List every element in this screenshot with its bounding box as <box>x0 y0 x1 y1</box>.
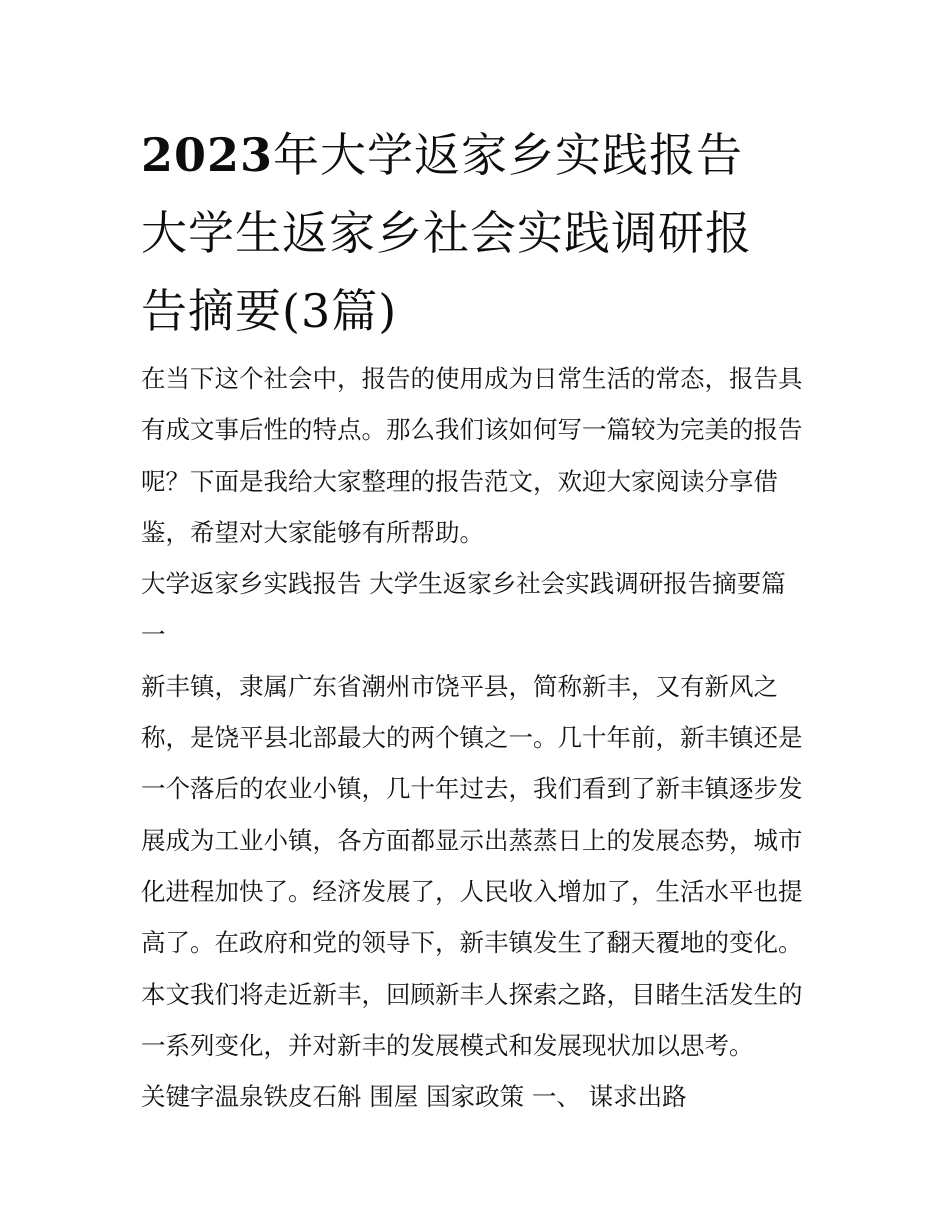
paragraph-line: 新丰镇，隶属广东省潮州市饶平县，简称新丰，又有新风之 <box>141 671 778 701</box>
section-heading-line: 一 <box>141 620 166 650</box>
intro-line: 鉴，希望对大家能够有所帮助。 <box>141 517 484 547</box>
title-line-1-text: 年大学返家乡实践报告 <box>273 128 744 182</box>
intro-line: 呢？下面是我给大家整理的报告范文，欢迎大家阅读分享借 <box>141 466 778 496</box>
paragraph-line: 一个落后的农业小镇，几十年过去，我们看到了新丰镇逐步发 <box>141 774 803 804</box>
paragraph-line: 展成为工业小镇，各方面都显示出蒸蒸日上的发展态势，城市 <box>141 825 803 855</box>
intro-line: 在当下这个社会中，报告的使用成为日常生活的常态，报告具 <box>141 364 803 393</box>
document-title <box>141 116 821 350</box>
section-heading-line: 大学返家乡实践报告 大学生返家乡社会实践调研报告摘要篇 <box>141 569 786 599</box>
title-line-3 <box>141 272 821 350</box>
title-line-2: 大学生返家乡社会实践调研报 <box>141 206 752 260</box>
title-line-3-text: 告摘要(3篇) <box>141 284 398 338</box>
title-line-1 <box>141 116 821 194</box>
title-year: 2023 <box>141 128 274 182</box>
paragraph-line: 本文我们将走近新丰，回顾新丰人探索之路，目睹生活发生的 <box>141 979 803 1009</box>
keywords-line: 关键字温泉铁皮石斛 围屋 国家政策 一、 谋求出路 <box>141 1082 687 1112</box>
paragraph-line: 高了。在政府和党的领导下，新丰镇发生了翻天覆地的变化。 <box>141 928 803 958</box>
document-body <box>141 353 813 1122</box>
paragraph-line: 化进程加快了。经济发展了，人民收入增加了，生活水平也提 <box>141 876 803 906</box>
paragraph-line: 一系列变化，并对新丰的发展模式和发展现状加以思考。 <box>141 1030 754 1060</box>
paragraph-line: 称，是饶平县北部最大的两个镇之一。几十年前，新丰镇还是 <box>141 723 803 753</box>
intro-line: 有成文事后性的特点。那么我们该如何写一篇较为完美的报告 <box>141 415 803 445</box>
